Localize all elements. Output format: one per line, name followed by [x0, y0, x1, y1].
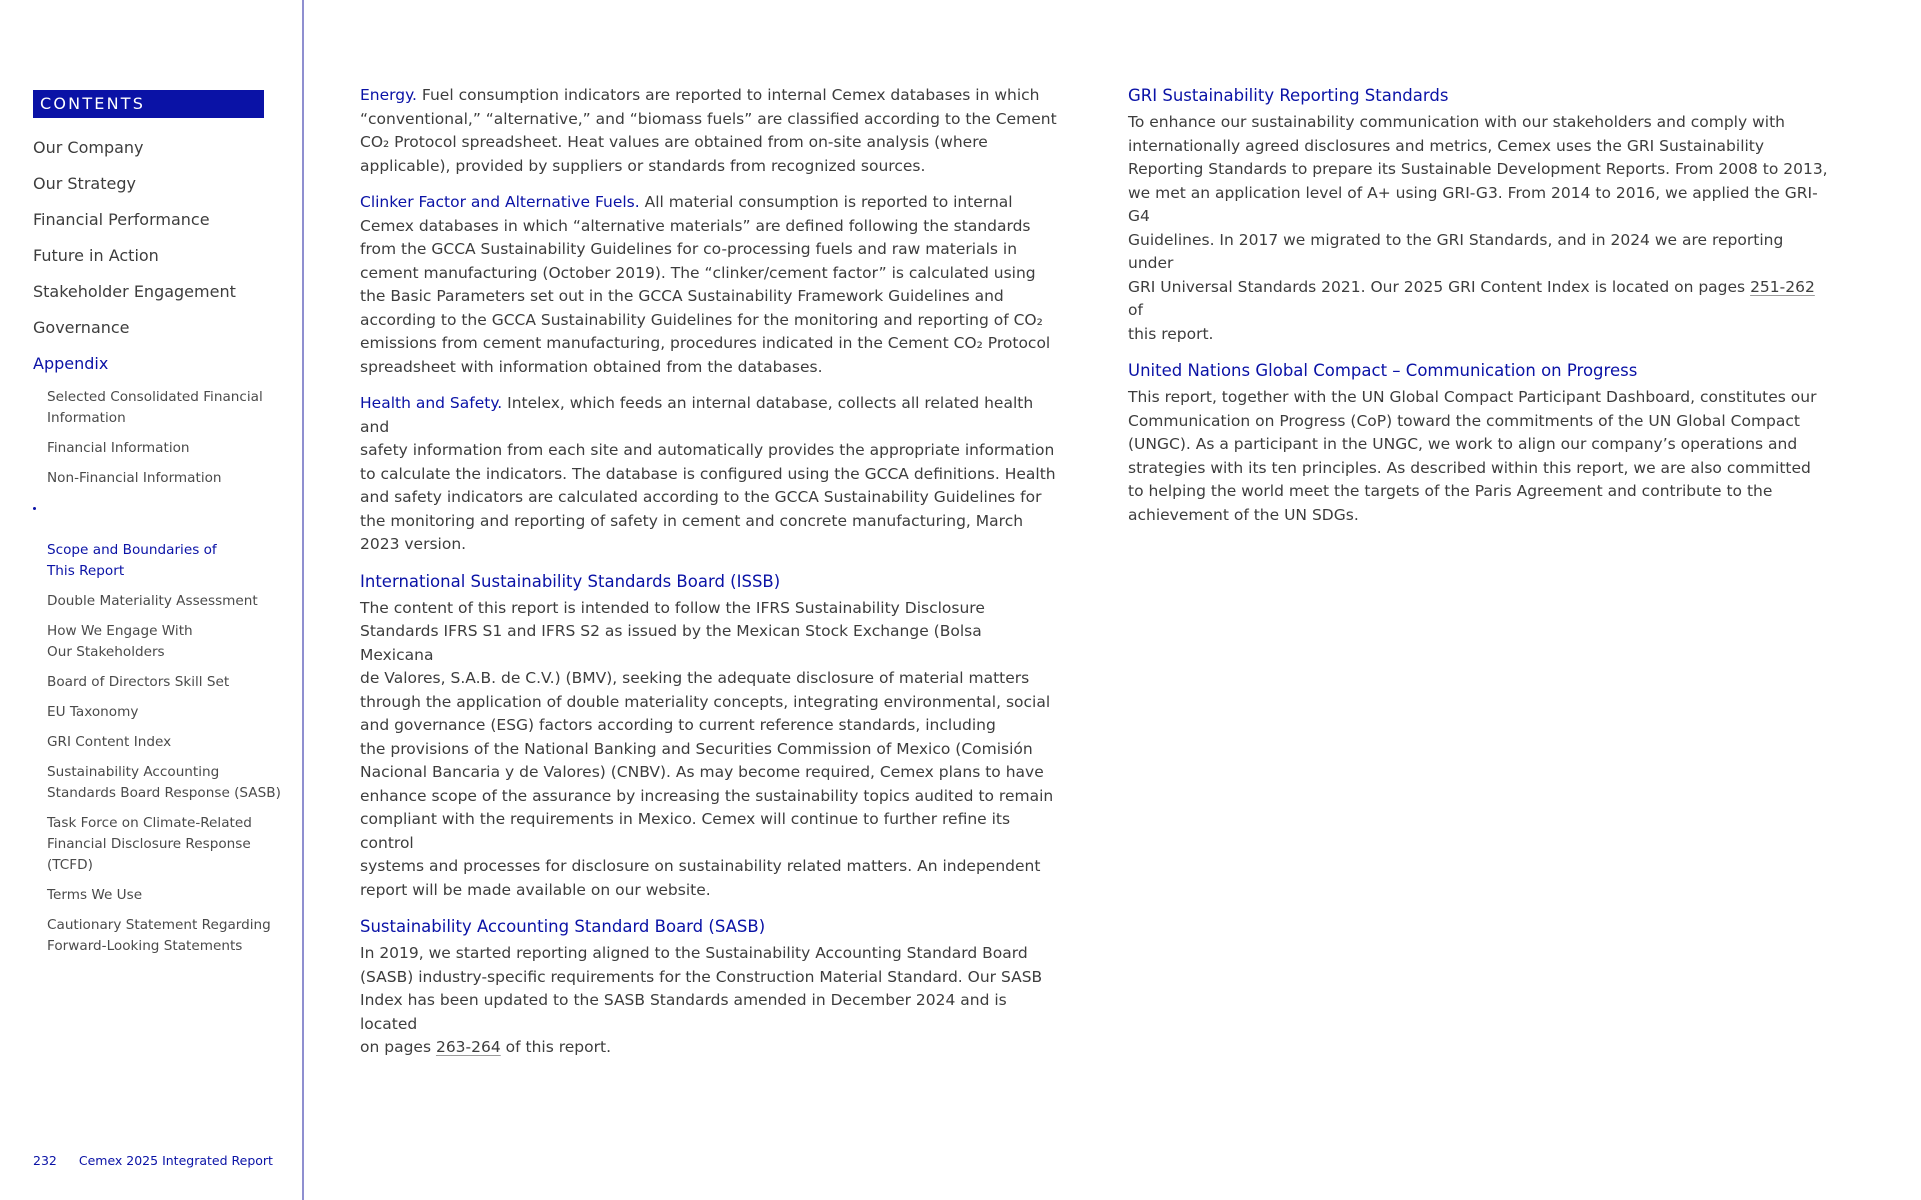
subnav-item-double-materiality[interactable]: Double Materiality Assessment [47, 593, 258, 609]
gri-heading: GRI Sustainability Reporting Standards [1128, 86, 1449, 105]
page-number: 232 [33, 1153, 57, 1168]
sasb-text-after: of this report. [500, 1038, 611, 1056]
energy-text: Fuel consumption indicators are reported to internal Cemex databases in which “conventional,” “alternative,” and “biomass fuels” are classified according to the Cement CO₂ Protocol spreadsheet. Heat values are obtained from on-site analysis (where applicable), provided by suppliers or standards from recognized sources. [360, 86, 1057, 175]
nav-item-our-company[interactable]: Our Company [33, 138, 144, 157]
energy-lead: Energy. [360, 86, 417, 104]
health-lead: Health and Safety. [360, 394, 503, 412]
subnav-item-non-financial-information[interactable]: Non-Financial Information [47, 470, 222, 486]
report-title: Cemex 2025 Integrated Report [78, 1153, 273, 1168]
gri-text-after: of this report. [1128, 301, 1214, 343]
subnav-item-eu-taxonomy[interactable]: EU Taxonomy [47, 704, 139, 720]
subnav-item-tcfd[interactable]: Task Force on Climate-Related Financial Disclosure Response (TCFD) [47, 815, 252, 873]
nav-item-future-in-action[interactable]: Future in Action [33, 246, 159, 265]
sasb-text-before: In 2019, we started reporting aligned to the Sustainability Accounting Standard Board (SASB) industry-specific requirements for the Construction Material Standard. Our SASB Index has been updated to the SASB Standards amended in December 2024 and is located on pages [360, 944, 1043, 1056]
sasb-paragraph [360, 942, 1060, 1060]
sidebar [0, 0, 302, 1200]
ungc-text: This report, together with the UN Global Compact Participant Dashboard, constitutes our Communication on Progress (CoP) toward the commitments of the UN Global Compact (UNGC). As a participant in the UNGC, we work to align our company’s operations and strategies with its ten principles. As described within this report, we are also committed to helping the world meet the targets of the Paris Agreement and contribute to the achievement of the UN SDGs. [1128, 388, 1817, 524]
energy-paragraph [360, 84, 1060, 178]
issb-heading: International Sustainability Standards Board (ISSB) [360, 571, 781, 591]
health-paragraph [360, 392, 1060, 557]
issb-text: The content of this report is intended to follow the IFRS Sustainability Disclosure Standards IFRS S1 and IFRS S2 as issued by the Mexican Stock Exchange (Bolsa Mexicana de Valores, S.A.B. de C.V.) (BMV), seeking the adequate disclosure of material matters through the application of double materiality concepts, integrating environmental, social and governance (ESG) factors according to current reference standards, including the provisions of the National Banking and Securities Commission of Mexico (Comisión Nacional Bancaria y de Valores) (CNBV). As may become required, Cemex plans to have enhance scope of the assurance by increasing the sustainability topics audited to remain compliant with the requirements in Mexico. Cemex will continue to further refine its control systems and processes for disclosure on sustainability related matters. An independent report will be made available on our website. [360, 598, 1054, 899]
subnav-item-label: Scope and Boundaries of This Report [47, 542, 217, 579]
right-column [1128, 84, 1828, 540]
left-column [360, 84, 1060, 1073]
ungc-heading: United Nations Global Compact – Communication on Progress [1128, 361, 1638, 380]
appendix-subnavigation [47, 387, 287, 966]
nav-item-our-strategy[interactable]: Our Strategy [33, 174, 136, 193]
sasb-pages-link[interactable]: 263-264 [435, 1038, 501, 1056]
subnav-item-board-skill-set[interactable]: Board of Directors Skill Set [47, 674, 230, 690]
subnav-item-stakeholders[interactable]: How We Engage With Our Stakeholders [47, 623, 193, 660]
subnav-item-scope-and-boundaries[interactable] [47, 498, 287, 582]
nav-item-appendix[interactable]: Appendix [33, 354, 109, 373]
nav-item-governance[interactable]: Governance [33, 318, 130, 337]
subnav-item-gri-content-index[interactable]: GRI Content Index [47, 734, 172, 750]
sidebar-divider [302, 0, 304, 1200]
contents-header: CONTENTS [33, 90, 264, 118]
clinker-text: All material consumption is reported to internal Cemex databases in which “alternative materials” are defined following the standards from the GCCA Sustainability Guidelines for co-processing fuels and raw materials in cement manufacturing (October 2019). The “clinker/cement factor” is calculated using the Basic Parameters set out in the GCCA Sustainability Framework Guidelines and according to the GCCA Sustainability Guidelines for the monitoring and reporting of CO₂ emissions from cement manufacturing, procedures indicated in the Cement CO₂ Protocol spreadsheet with information obtained from the databases. [360, 193, 1051, 376]
page-footer [33, 1152, 273, 1170]
gri-paragraph [1128, 111, 1828, 346]
clinker-paragraph [360, 191, 1060, 379]
nav-item-stakeholder-engagement[interactable]: Stakeholder Engagement [33, 282, 236, 301]
main-navigation [33, 138, 293, 390]
subnav-item-selected-consolidated-financial-information[interactable]: Selected Consolidated Financial Information [47, 389, 263, 426]
gri-pages-link[interactable]: 251-262 [1750, 277, 1815, 296]
health-text: Intelex, which feeds an internal database, collects all related health and safety information from each site and automatically provides the appropriate information to calculate the indicators. The database is configured using the GCCA definitions. Health and safety indicators are calculated according to the GCCA Sustainability Guidelines for the monitoring and reporting of safety in cement and concrete manufacturing, March 2023 version. [360, 394, 1056, 553]
subnav-item-financial-information[interactable]: Financial Information [47, 440, 190, 456]
subnav-item-cautionary-statement[interactable]: Cautionary Statement Regarding Forward-Looking Statements [47, 917, 271, 954]
sasb-heading: Sustainability Accounting Standard Board (SASB) [360, 917, 766, 936]
subnav-item-sasb[interactable]: Sustainability Accounting Standards Board Response (SASB) [47, 764, 281, 801]
subnav-item-terms-we-use[interactable]: Terms We Use [47, 887, 143, 903]
nav-item-financial-performance[interactable]: Financial Performance [33, 210, 210, 229]
clinker-lead: Clinker Factor and Alternative Fuels. [360, 193, 640, 211]
gri-text-before: To enhance our sustainability communication with our stakeholders and comply with internationally agreed disclosures and metrics, Cemex uses the GRI Sustainability Reporting Standards to prepare its Sustainable Development Reports. From 2008 to 2013, we met an application level of A+ using GRI-G3. From 2014 to 2016, we applied the GRI-G4 Guidelines. In 2017 we migrated to the GRI Standards, and in 2024 we are reporting under GRI Universal Standards 2021. Our 2025 GRI Content Index is located on pages [1128, 113, 1828, 296]
active-bullet-icon [33, 507, 36, 510]
